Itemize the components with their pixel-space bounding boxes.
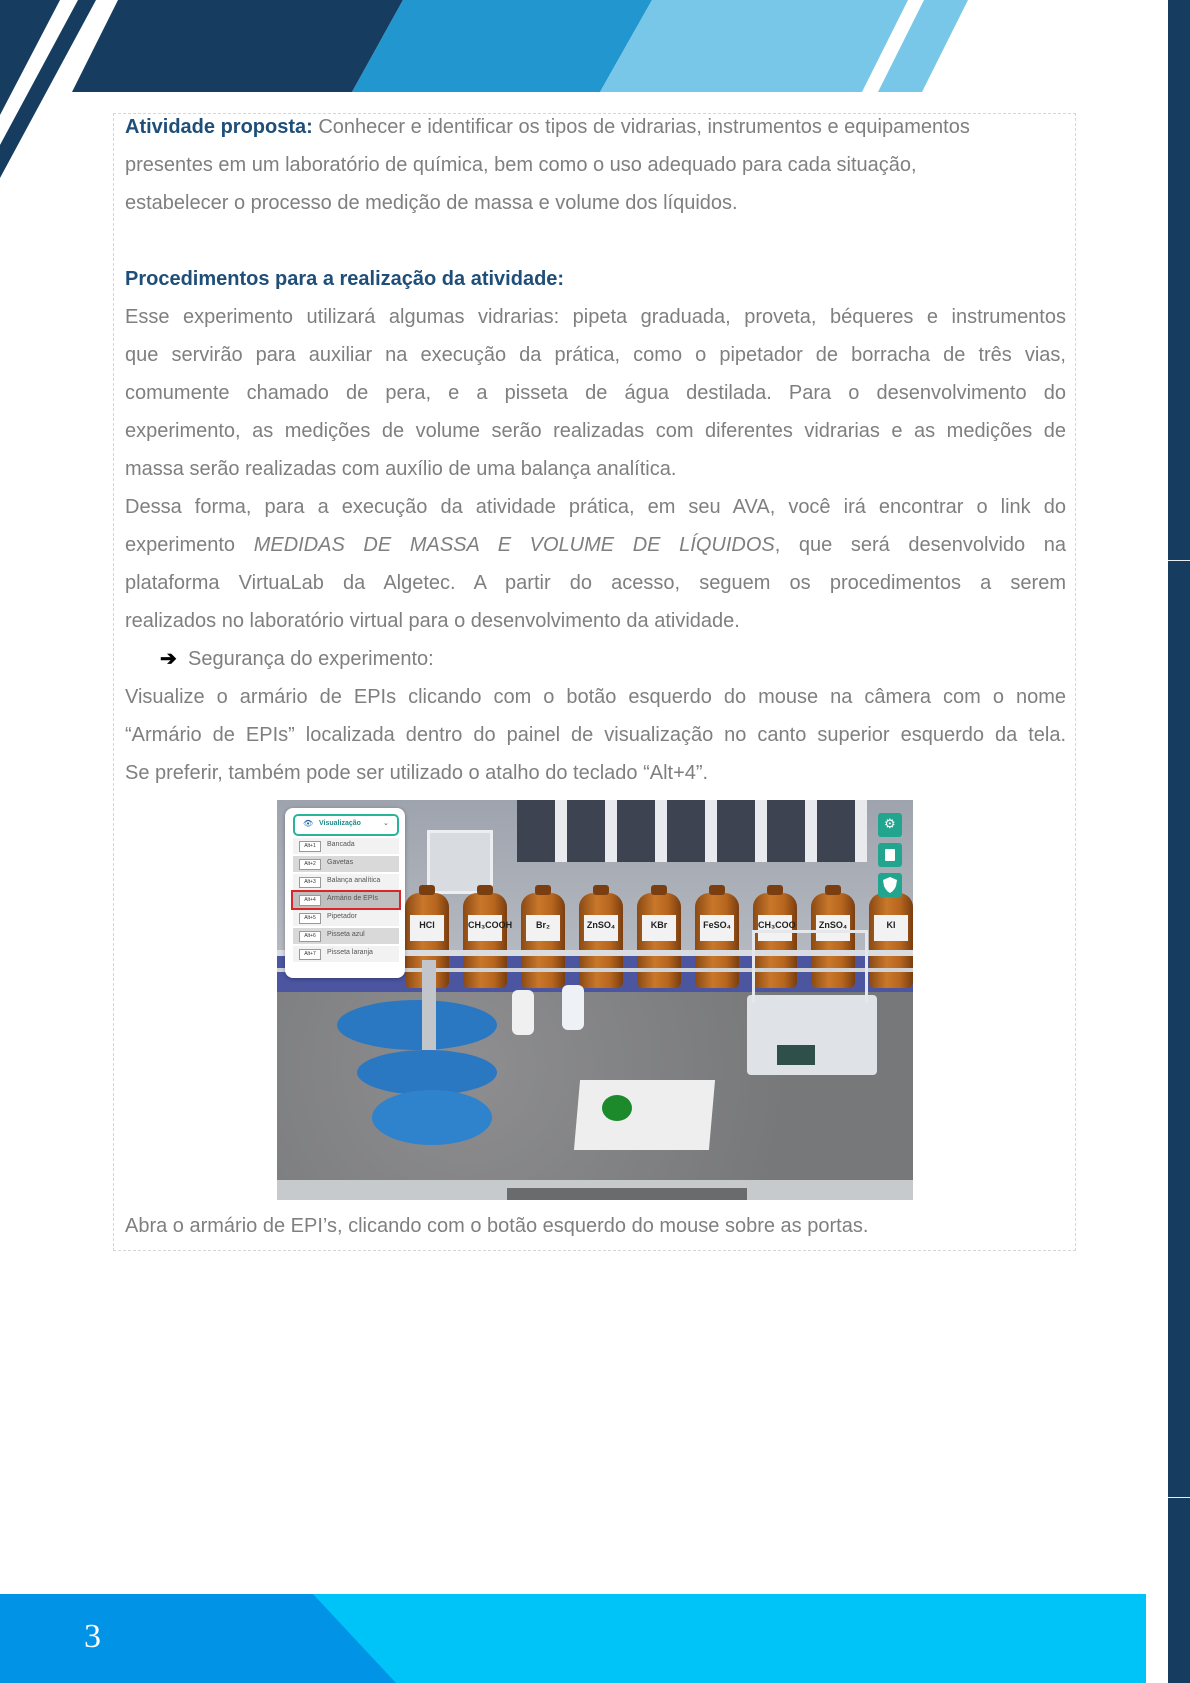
- reagent-bottle: [521, 893, 565, 988]
- text-line: [125, 526, 1066, 564]
- paper-towel: [574, 1080, 715, 1150]
- rack-rod: [422, 960, 436, 1050]
- shortcut-key: Alt+4: [299, 895, 321, 906]
- text-line: Se preferir, também pode ser utilizado o atalho do teclado “Alt+4”.: [125, 762, 709, 784]
- reagent-bottle: [695, 893, 739, 988]
- view-menu-item-label: Pipetador: [327, 913, 357, 920]
- text-segment: , que será desenvolvido na: [774, 534, 1066, 556]
- view-menu: [285, 808, 405, 978]
- shortcut-key: Alt+2: [299, 859, 321, 870]
- text-line: plataforma VirtuaLab da Algetec. A partir do acesso, seguem os procedimentos a serem: [125, 572, 1066, 594]
- view-menu-item[interactable]: [293, 856, 399, 872]
- bottle-cap: [767, 885, 783, 895]
- bottle-cap: [419, 885, 435, 895]
- text-line: que servirão para auxiliar na execução da prática, como o pipetador de borracha de três vias,: [125, 344, 1066, 366]
- eye-icon: 👁: [303, 819, 314, 828]
- reagent-bottle: [463, 893, 513, 988]
- band-divider: [1168, 1497, 1190, 1498]
- wash-bottle: [562, 985, 584, 1030]
- view-menu-item-label: Bancada: [327, 841, 355, 848]
- drawer: [507, 1188, 747, 1200]
- text-line: Esse experimento utilizará algumas vidrarias: pipeta graduada, proveta, béqueres e instrumentos: [125, 306, 1066, 328]
- wash-bottle: [512, 990, 534, 1035]
- reagent-bottle: [869, 893, 913, 988]
- procedures-paragraph-2: [125, 488, 1066, 640]
- bottle-label: HCl: [410, 915, 444, 941]
- balance-draft-shield: [752, 930, 868, 1003]
- bottle-label: ZnSO₄: [816, 915, 850, 941]
- activity-text: presentes em um laboratório de química, bem como o uso adequado para cada situação,: [125, 154, 917, 176]
- bottle-label: KI: [874, 915, 908, 941]
- bottle-label: ZnSO₄: [584, 915, 618, 941]
- header-lightblue-block: [600, 0, 908, 92]
- balance-display: [777, 1045, 815, 1065]
- bullet-item: [160, 640, 960, 678]
- text-line: Dessa forma, para a execução da atividade prática, em seu AVA, você irá encontrar o link do: [125, 496, 1066, 518]
- view-menu-item[interactable]: [293, 892, 399, 908]
- bottle-cap: [477, 885, 493, 895]
- shortcut-key: Alt+3: [299, 877, 321, 888]
- header-blue-block: [352, 0, 652, 92]
- view-menu-item-label: Armário de EPIs: [327, 895, 378, 902]
- settings-button[interactable]: [878, 813, 902, 837]
- bottle-cap: [709, 885, 725, 895]
- view-menu-item[interactable]: [293, 946, 399, 962]
- view-menu-item[interactable]: [293, 910, 399, 926]
- bottle-cap: [651, 885, 667, 895]
- view-menu-item-label: Balança analítica: [327, 877, 381, 884]
- procedures-paragraph-1: [125, 298, 1066, 488]
- bottle-cap: [825, 885, 841, 895]
- image-caption: Abra o armário de EPI’s, clicando com o botão esquerdo do mouse sobre as portas.: [125, 1215, 869, 1237]
- notebook-icon: [885, 849, 895, 861]
- pipette-bulb: [602, 1095, 632, 1121]
- bullet-text: Segurança do experimento:: [188, 648, 434, 670]
- activity-label: Atividade proposta:: [125, 116, 313, 138]
- activity-text: estabelecer o processo de medição de massa e volume dos líquidos.: [125, 192, 738, 214]
- header-navy-block: [72, 0, 403, 92]
- bottle-label: CH₃COO: [758, 915, 792, 941]
- shortcut-key: Alt+7: [299, 949, 321, 960]
- cabinet-windows: [517, 800, 867, 862]
- activity-paragraph: [125, 108, 1066, 222]
- view-menu-item-label: Gavetas: [327, 859, 354, 866]
- band-divider: [1168, 560, 1190, 561]
- virtual-lab-screenshot: [277, 800, 913, 1200]
- pipette-rack: [337, 1000, 497, 1050]
- shield-icon: [883, 877, 897, 893]
- text-segment: experimento: [125, 534, 236, 556]
- text-line: “Armário de EPIs” localizada dentro do painel de visualização no canto superior esquerdo da tela.: [125, 724, 1066, 746]
- chevron-down-icon: ⌄: [383, 820, 389, 827]
- pipette-rack: [372, 1090, 492, 1145]
- bottle-label: KBr: [642, 915, 676, 941]
- footer-band: [0, 1594, 1146, 1683]
- shortcut-key: Alt+5: [299, 913, 321, 924]
- view-dropdown[interactable]: [293, 814, 399, 836]
- bottle-cap: [535, 885, 551, 895]
- text-line: experimento, as medições de volume serão realizadas com diferentes vidrarias e as medições de: [125, 420, 1066, 442]
- shortcut-key: Alt+1: [299, 841, 321, 852]
- view-menu-item-label: Pisseta azul: [327, 931, 365, 938]
- instructions-paragraph: [125, 678, 1066, 792]
- text-line: realizados no laboratório virtual para o desenvolvimento da atividade.: [125, 610, 740, 632]
- pipette-rack: [357, 1050, 497, 1095]
- view-menu-item[interactable]: [293, 874, 399, 890]
- reagent-bottle: [637, 893, 681, 988]
- safety-button[interactable]: [878, 873, 902, 897]
- view-menu-item-label: Pisseta laranja: [327, 949, 373, 956]
- view-dropdown-label: Visualização: [319, 820, 361, 827]
- page-number: 3: [84, 1618, 101, 1655]
- bottle-cap: [593, 885, 609, 895]
- reagent-bottle: [579, 893, 623, 988]
- notebook-button[interactable]: [878, 843, 902, 867]
- view-menu-item[interactable]: [293, 838, 399, 854]
- shortcut-key: Alt+6: [299, 931, 321, 942]
- right-edge-band: [1168, 0, 1190, 1683]
- bottle-label: FeSO₄: [700, 915, 734, 941]
- bottle-label: CH₃COOH: [468, 915, 502, 941]
- view-menu-item[interactable]: [293, 928, 399, 944]
- procedures-heading: Procedimentos para a realização da atividade:: [125, 268, 565, 290]
- experiment-title: MEDIDAS DE MASSA E VOLUME DE LÍQUIDOS: [253, 534, 775, 556]
- text-line: comumente chamado de pera, e a pisseta de água destilada. Para o desenvolvimento do: [125, 382, 1066, 404]
- text-line: massa serão realizadas com auxílio de uma balança analítica.: [125, 458, 677, 480]
- text-line: Visualize o armário de EPIs clicando com o botão esquerdo do mouse na câmera com o nome: [125, 686, 1066, 708]
- activity-text: Conhecer e identificar os tipos de vidrarias, instrumentos e equipamentos: [318, 116, 970, 138]
- footer-accent: [0, 1594, 400, 1683]
- bottle-label: Br₂: [526, 915, 560, 941]
- arrow-right-icon: ➔: [160, 648, 177, 670]
- gear-icon: ⚙: [884, 816, 896, 831]
